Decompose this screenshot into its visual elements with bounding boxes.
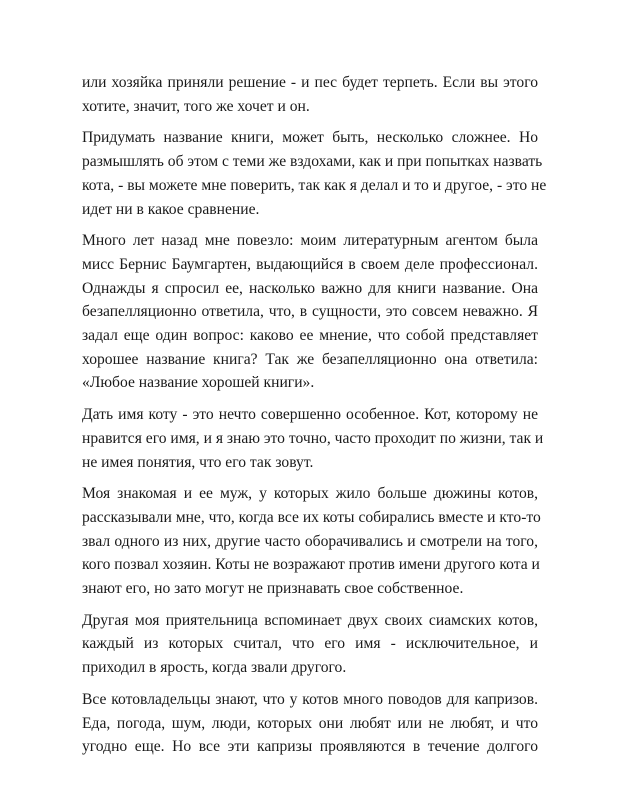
text-line: Еда, погода, шум, люди, которых они любят или не любят, и что (82, 714, 538, 732)
text-line: хорошее название книга? Так же безапелляционно она ответила: (82, 350, 538, 368)
text-line: Все котовладельцы знают, что у котов много поводов для капризов. (82, 690, 538, 708)
text-line: кого позвал хозяин. Коты не возражают против имени другого кота и (82, 556, 540, 574)
text-line: мисс Бернис Баумгартен, выдающийся в своем деле профессионал. (82, 255, 538, 273)
text-line: угодно еще. Но все эти капризы проявляются в течение долгого (82, 738, 538, 756)
text-line: Другая моя приятельница вспоминает двух своих сиамских котов, (82, 611, 538, 629)
paragraph-4 (82, 403, 544, 474)
document-page (82, 71, 547, 767)
paragraph-1 (82, 71, 538, 118)
text-line: хотите, значит, того же хочет и он. (82, 97, 310, 115)
text-line: Моя знакомая и ее муж, у которых жило больше дюжины котов, (82, 485, 538, 503)
text-line: каждый из которых считал, что его имя - исключительное, и (82, 635, 538, 653)
paragraph-5 (82, 482, 541, 601)
text-line: звал одного из них, другие часто оборачивались и смотрели на того, (82, 532, 538, 550)
text-line: кота, - вы можете мне поверить, так как я делал и то и другое, - это не (82, 176, 547, 194)
text-line: или хозяйка приняли решение - и пес будет терпеть. Если вы этого (82, 74, 538, 91)
text-line: идет ни в какое сравнение. (82, 200, 260, 218)
text-line: приходил в ярость, когда звали другого. (82, 659, 347, 677)
text-line: Придумать название книги, может быть, несколько сложнее. Но (82, 129, 538, 147)
text-line: знают его, но зато могут не признавать свое собственное. (82, 580, 464, 598)
text-line: рассказывали мне, что, когда все их коты собирались вместе и кто-то (82, 508, 541, 526)
paragraph-6 (82, 609, 538, 680)
text-line: не имея понятия, что его так зовут. (82, 453, 314, 471)
text-line: Много лет назад мне повезло: моим литературным агентом была (82, 232, 538, 250)
paragraph-7 (82, 688, 538, 759)
text-line: безапелляционно ответила, что, в сущности, это совсем неважно. Я (82, 303, 538, 321)
paragraph-2 (82, 126, 547, 221)
text-line: «Любое название хорошей книги». (82, 374, 315, 392)
text-line: Однажды я спросил ее, насколько важно для книги название. Она (82, 279, 538, 297)
paragraph-3 (82, 229, 538, 395)
text-line: Дать имя коту - это нечто совершенно особенное. Кот, которому не (82, 406, 538, 424)
text-line: нравится его имя, и я знаю это точно, часто проходит по жизни, так и (82, 429, 544, 447)
text-line: размышлять об этом с теми же вздохами, как и при попытках назвать (82, 153, 543, 171)
text-line: задал еще один вопрос: каково ее мнение, что собой представляет (82, 327, 538, 345)
